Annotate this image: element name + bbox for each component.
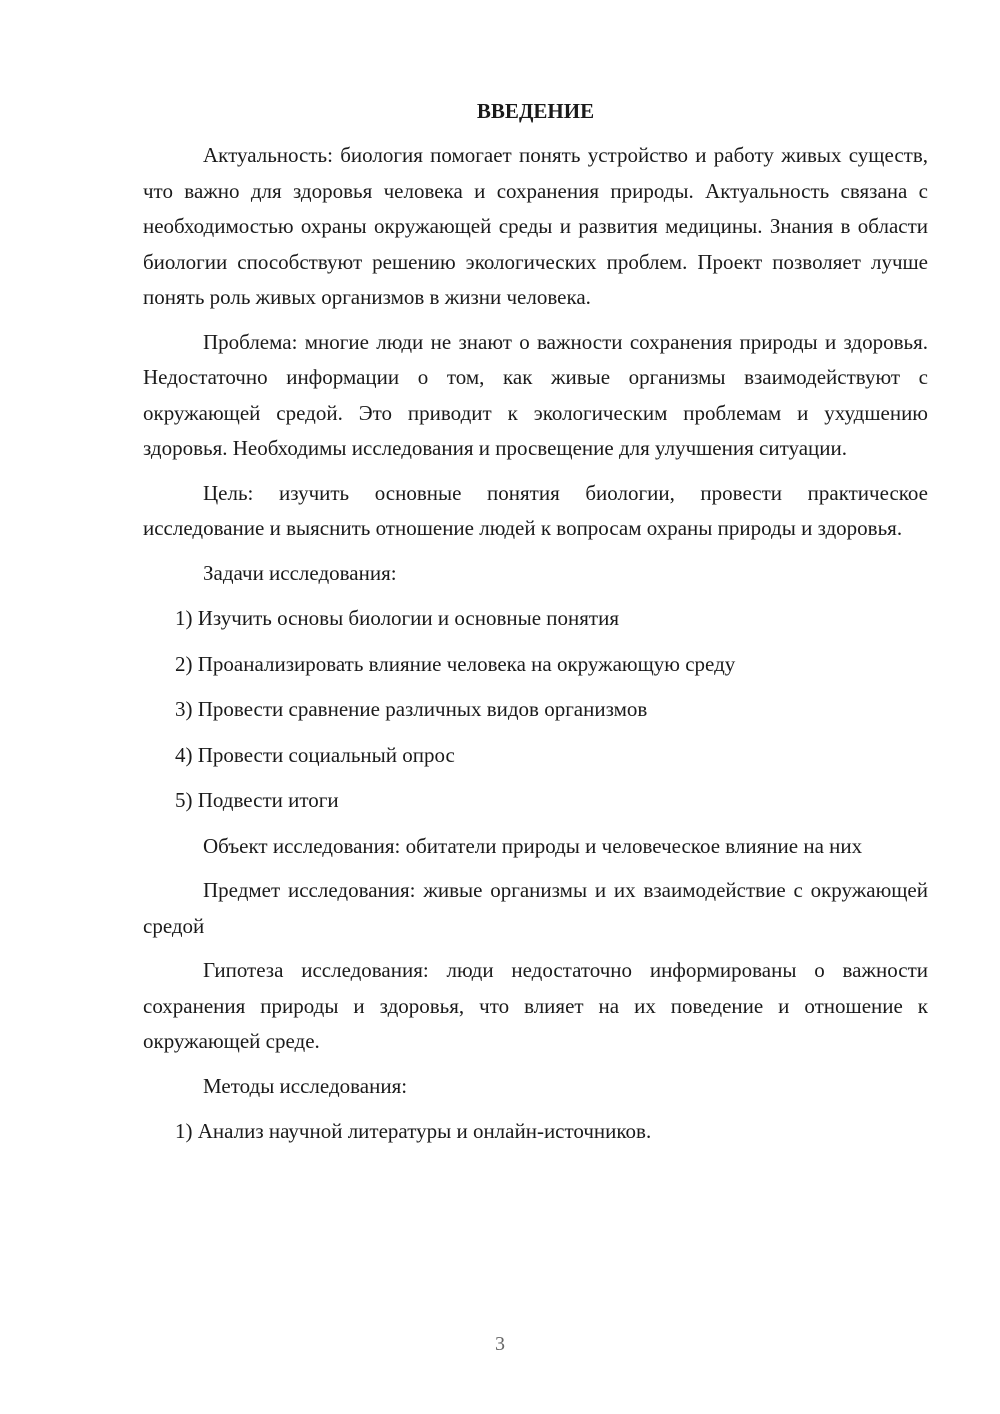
page-title: ВВЕДЕНИЕ bbox=[476, 99, 595, 123]
hypothesis-paragraph: Гипотеза исследования: люди недостаточно информированы о важности сохранения природы и здоровья, что влияет на их поведение и отношение к окружающей среде. bbox=[143, 958, 928, 1053]
methods-heading: Методы исследования: bbox=[203, 1073, 408, 1098]
list-item: 5) Подвести итоги bbox=[175, 788, 339, 812]
methods-list bbox=[143, 1114, 928, 1150]
tasks-list bbox=[143, 601, 928, 819]
list-item: 3) Провести сравнение различных видов организмов bbox=[175, 697, 648, 721]
subject-paragraph: Предмет исследования: живые организмы и их взаимодействие с окружающей средой bbox=[143, 878, 928, 938]
goal-paragraph: Цель: изучить основные понятия биологии, провести практическое исследование и выяснить отношение людей к вопросам охраны природы и здоровья. bbox=[143, 480, 928, 540]
list-item: 1) Анализ научной литературы и онлайн-источников. bbox=[175, 1119, 652, 1143]
list-item: 2) Проанализировать влияние человека на окружающую среду bbox=[175, 651, 736, 676]
document-page bbox=[143, 96, 928, 1160]
list-item: 4) Провести социальный опрос bbox=[175, 742, 455, 767]
problem-paragraph: Проблема: многие люди не знают о важности сохранения природы и здоровья. Недостаточно информации о том, как живые организмы взаимодействуют с окружающей средой. Это приводит к экологическим проблемам и ухудшению здоровья. Необходимы исследования и просвещение для улучшения ситуации. bbox=[143, 329, 928, 460]
relevance-paragraph: Актуальность: биология помогает понять устройство и работу живых существ, что важно для здоровья человека и сохранения природы. Актуальность связана с необходимостью охраны окружающей среды и развития медицины. Знания в области биологии способствуют решению экологических проблем. Проект позволяет лучше понять роль живых организмов в жизни человека. bbox=[143, 143, 928, 309]
tasks-heading: Задачи исследования: bbox=[203, 560, 397, 585]
page-number: 3 bbox=[495, 1333, 505, 1355]
object-paragraph: Объект исследования: обитатели природы и человеческое влияние на них bbox=[203, 833, 863, 858]
list-item: 1) Изучить основы биологии и основные понятия bbox=[175, 606, 620, 630]
